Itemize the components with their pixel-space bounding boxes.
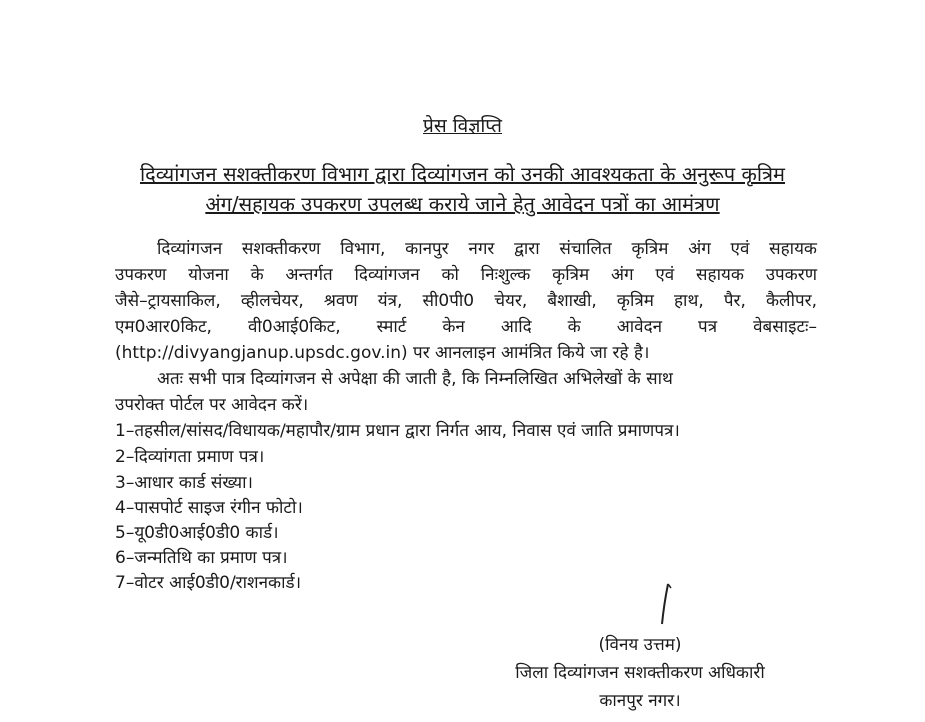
paragraph-1-line: उपकरण योजना के अन्तर्गत दिव्यांगजन को निःशुल्क कृत्रिम अंग एवं सहायक उपकरण (115, 265, 817, 285)
document-item: 6–जन्मतिथि का प्रमाण पत्र। (115, 548, 288, 568)
paragraph-1-line: एम0आर0किट, वी0आई0किट, स्मार्ट केन आदि के आवेदन पत्र वेबसाइटः– (115, 317, 817, 337)
heading-line-2: अंग/सहायक उपकरण उपलब्ध कराये जाने हेतु आवेदन पत्रों का आमंत्रण (205, 192, 720, 216)
paragraph-2-line: उपरोक्त पोर्टल पर आवेदन करें। (115, 395, 309, 415)
handwritten-signature (650, 580, 680, 630)
document-item: 3–आधार कार्ड संख्या। (115, 473, 254, 493)
document-item: 7–वोटर आई0डी0/राशनकार्ड। (115, 573, 302, 593)
document-item: 5–यू0डी0आई0डी0 कार्ड। (115, 523, 279, 543)
paragraph-1-line: (http://divyangjanup.upsdc.gov.in) पर आनलाइन आमंत्रित किये जा रहे है। (115, 343, 650, 363)
paragraph-1-line: दिव्यांगजन सशक्तीकरण विभाग, कानपुर नगर द्वारा संचालित कृत्रिम अंग एवं सहायक (157, 239, 817, 259)
signatory-name: (विनय उत्तम) (598, 635, 682, 655)
document-item: 4–पासपोर्ट साइज रंगीन फोटो। (115, 498, 303, 518)
document-item: 2–दिव्यांगता प्रमाण पत्र। (115, 447, 265, 467)
heading-line-1: दिव्यांगजन सशक्तीकरण विभाग द्वारा दिव्यांगजन को उनकी आवश्यकता के अनुरूप कृत्रिम (140, 162, 785, 186)
paragraph-2-line: अतः सभी पात्र दिव्यांगजन से अपेक्षा की जाती है, कि निम्नलिखित अभिलेखों के साथ (157, 369, 673, 389)
signatory-designation: जिला दिव्यांगजन सशक्तीकरण अधिकारी (515, 663, 765, 683)
document-item: 1–तहसील/सांसद/विधायक/महापौर/ग्राम प्रधान द्वारा निर्गत आय, निवास एवं जाति प्रमाणपत्र। (115, 421, 680, 441)
page-title: प्रेस विज्ञप्ति (423, 115, 502, 137)
paragraph-1-line: जैसे–ट्रायसाकिल, व्हीलचेयर, श्रवण यंत्र, सी0पी0 चेयर, बैशाखी, कृत्रिम हाथ, पैर, कैलीपर, (115, 291, 817, 311)
signatory-place: कानपुर नगर। (599, 691, 681, 711)
